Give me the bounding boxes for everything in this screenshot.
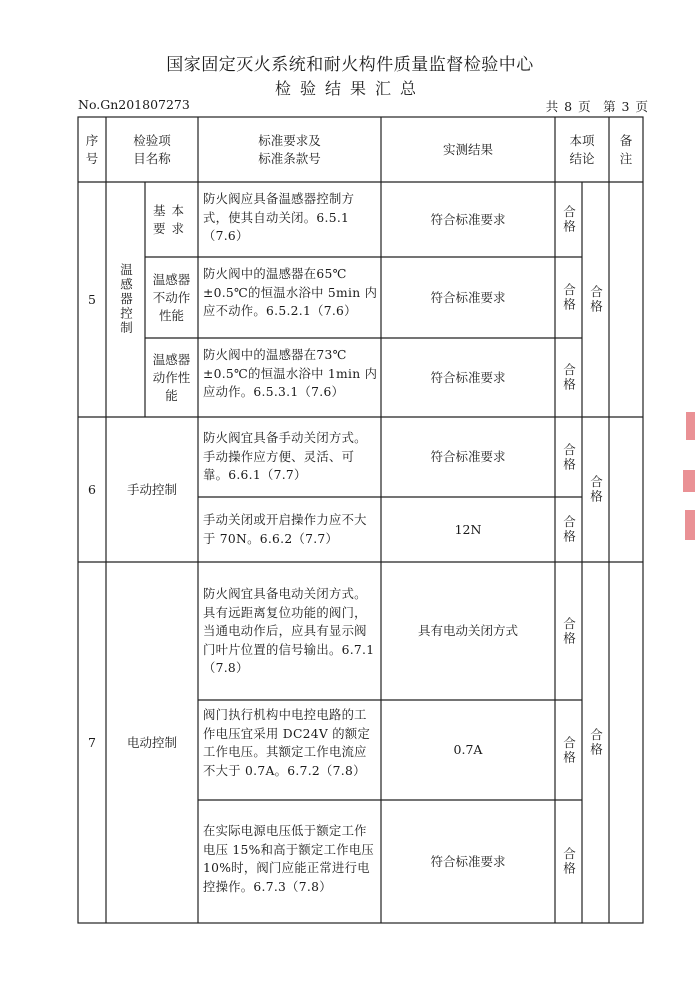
col-header-remark: 备 注 <box>619 132 633 166</box>
row-6-sub-1-conclusion: 合格 <box>561 442 577 472</box>
row-7-sub-1-conclusion: 合格 <box>561 616 577 646</box>
row-6-sub-2-result: 12N <box>454 521 482 537</box>
row-7-sub-2-requirement: 阀门执行机构中电控电路的工作电压宜采用 DC24V 的额定工作电压。其额定工作电流应不大于 0.7A。6.7.2（7.8） <box>203 708 371 778</box>
row-7-group-conclusion: 合格 <box>588 728 604 757</box>
row-7-sub-1-result: 具有电动关闭方式 <box>417 623 518 638</box>
row-6-sub-1-requirement: 防火阀宜具备手动关闭方式。手动操作应方便、灵活、可靠。6.6.1（7.7） <box>203 431 367 482</box>
col-header-standard: 标准要求及 标准条款号 <box>258 132 321 166</box>
row-6-sub-1-result: 符合标准要求 <box>430 449 506 464</box>
seal-mark <box>686 412 695 440</box>
row-5-group-conclusion: 合格 <box>588 285 604 314</box>
row-5-sub-3-result: 符合标准要求 <box>430 369 506 385</box>
row-6-sub-2-requirement: 手动关闭或开启操作力应不大于 70N。6.6.2（7.7） <box>203 513 367 546</box>
row-6-seq: 6 <box>88 481 96 497</box>
row-6-sub-2-conclusion: 合格 <box>561 515 577 544</box>
row-5-sub-2-result: 符合标准要求 <box>430 289 506 305</box>
row-6-group-conclusion: 合格 <box>588 475 604 504</box>
doc-title: 检验结果汇总 <box>274 79 425 98</box>
doc-number: No.Gn201807273 <box>78 97 190 112</box>
col-header-seq: 序 号 <box>85 132 99 166</box>
seal-mark <box>685 510 695 540</box>
row-5-sub-1-name: 基本要求 <box>152 202 190 236</box>
row-7-sub-2-conclusion: 合格 <box>561 735 577 765</box>
row-7-sub-3-result: 符合标准要求 <box>430 853 506 869</box>
row-6-group: 手动控制 <box>126 481 177 497</box>
row-5-sub-3-name: 温感器动作性能 <box>152 351 191 403</box>
row-5-group: 温感器控制 <box>118 263 134 336</box>
page-info: 共 8 页 第 3 页 <box>545 99 648 114</box>
row-7-group: 电动控制 <box>126 734 177 750</box>
seal-mark <box>683 470 695 492</box>
row-5-sub-1-conclusion: 合格 <box>561 205 577 234</box>
org-title: 国家固定灭火系统和耐火构件质量监督检验中心 <box>166 55 534 75</box>
row-7-sub-1-requirement: 防火阀宜具备电动关闭方式。具有远距离复位功能的阀门，当通电动作后，应具有显示阀门叶片位置的信号输出。6.7.1（7.8） <box>203 587 375 675</box>
row-5-sub-2-conclusion: 合格 <box>561 283 577 312</box>
row-7-sub-3-requirement: 在实际电源电压低于额定工作电压 15%和高于额定工作电压 10%时，阀门应能正常进行电控操作。6.7.3（7.8） <box>203 824 375 894</box>
col-header-item: 检验项 目名称 <box>133 132 171 166</box>
row-5-sub-3-conclusion: 合格 <box>561 363 577 392</box>
row-7-sub-3-conclusion: 合格 <box>561 847 577 876</box>
col-header-conclusion: 本项 结论 <box>569 132 595 166</box>
row-7-seq: 7 <box>88 734 96 750</box>
row-7-sub-2-result: 0.7A <box>453 742 483 757</box>
row-5-sub-2-name: 温感器不动作性能 <box>152 271 191 323</box>
row-5-sub-3-requirement: 防火阀中的温感器在73℃±0.5℃的恒温水浴中 1min 内应动作。6.5.3.1（7.6） <box>203 348 378 399</box>
row-5-sub-2-requirement: 防火阀中的温感器在65℃±0.5℃的恒温水浴中 5min 内应不动作。6.5.2.1（7.6） <box>203 267 378 318</box>
row-5-seq: 5 <box>88 291 96 307</box>
row-5-sub-1-result: 符合标准要求 <box>430 211 506 227</box>
col-header-result: 实测结果 <box>442 141 493 157</box>
row-5-sub-1-requirement: 防火阀应具备温感器控制方式，使其自动关闭。6.5.1（7.6） <box>203 192 355 243</box>
